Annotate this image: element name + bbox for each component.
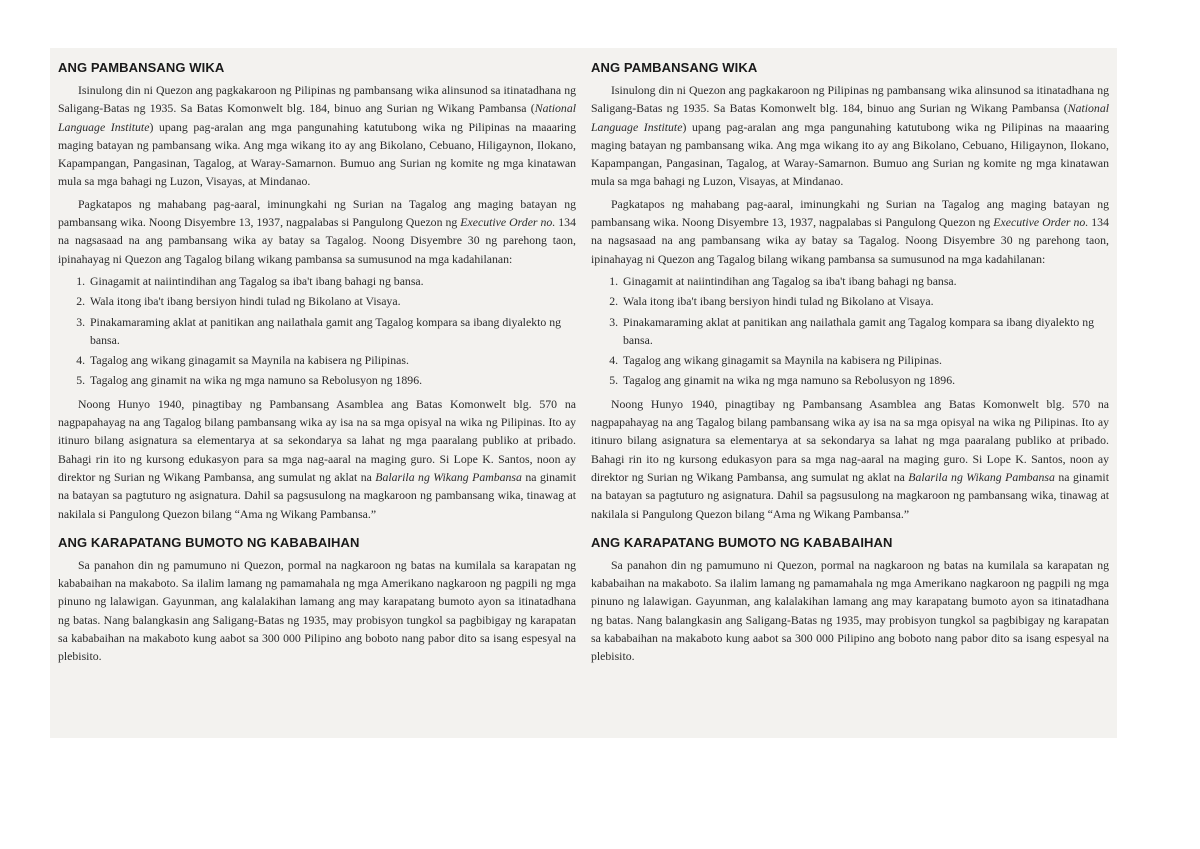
text-run: Noong Hunyo 1940, pinagtibay ng Pambansang Asamblea ang Batas Komonwelt blg. 570 na nagpapahayag na ang Tagalog bilang pambansang wika ay isa na sa mga opisyal na wika ng Pilipinas. Ito ay itinuro bilang asignatura sa elementarya at sa sekondarya sa lahat ng mga paaralang publiko at pribado. Bahagi rin ito ng kursong edukasyon para sa mga nag-aaral na maging guro. Si Lope K. Santos, noon ay direktor ng Surian ng Wikang Pambansa, ang sumulat ng aklat na [591,396,1109,484]
text-run: 134 na nagsasaad na ang pambansang wika ay batay sa Tagalog. Noong Disyembre 30 ng parehong taon, ipinahayag ni Quezon ang Tagalog bilang wikang pambansa sa sumusunod na mga kadahilanan: [58,215,576,266]
text-run: Pagkatapos ng mahabang pag-aaral, iminungkahi ng Surian na Tagalog ang maging batayan ng pambansang wika. Noong Disyembre 13, 1937, nagpalabas si Pangulong Quezon ng [591,196,1109,230]
list-item: 4. Tagalog ang wikang ginagamit sa Maynila na kabisera ng Pilipinas. [88,351,576,369]
section-heading-karapatan: ANG KARAPATANG BUMOTO NG KABABAIHAN [591,534,893,550]
paragraph-wika-1 [58,81,576,191]
paragraph-wika-2 [58,195,576,268]
text-run: 134 na nagsasaad na ang pambansang wika ay batay sa Tagalog. Noong Disyembre 30 ng parehong taon, ipinahayag ni Quezon ang Tagalog bilang wikang pambansa sa sumusunod na mga kadahilanan: [591,215,1109,266]
list-item: 3. Pinakamaraming aklat at panitikan ang nailathala gamit ang Tagalog kompara sa ibang diyalekto ng bansa. [88,313,576,350]
list-item: 5. Tagalog ang ginamit na wika ng mga namuno sa Rebolusyon ng 1896. [621,371,1109,389]
page-column-right [583,48,1117,738]
page-column-left [50,48,584,738]
list-item: 2. Wala itong iba't ibang bersiyon hindi tulad ng Bikolano at Visaya. [621,292,1109,310]
paragraph-wika-3 [591,395,1109,523]
text-run: ) upang pag-aralan ang mga pangunahing katutubong wika ng Pilipinas na maaaring maging batayan ng pambansang wika. Ang mga wikang ito ay ang Bikolano, Cebuano, Hiligaynon, Ilokano, Kapampangan, Pangasinan, Tagalog, at Waray-Samarnon. Bumuo ang Surian ng komite ng mga kinatawan mula sa mga bahagi ng Luzon, Visayas, at Mindanao. [591,119,1109,189]
list-item: 5. Tagalog ang ginamit na wika ng mga namuno sa Rebolusyon ng 1896. [88,371,576,389]
paragraph-karapatan-1: Sa panahon din ng pamumuno ni Quezon, pormal na nagkaroon ng batas na kumilala sa karapatan ng kababaihan na makaboto. Sa ilalim lamang ng pamamahala ng mga Amerikano nagkaroon ng pagpili ng mga pinuno ng lalawigan. Gayunman, ang kalalakihan lamang ang may karapatang bumoto ayon sa itinatadhana ng batas. Nang balangkasin ang Saligang-Batas ng 1935, may probisyon tungkol sa pagbibigay ng karapatan sa kababaihan na makaboto kung aabot sa 300 000 Pilipino ang boboto nang pabor dito sa isang espesyal na plebisito. [591,557,1109,664]
text-run: na ginamit na batayan sa pagtuturo ng asignatura. Dahil sa pagsusulong na magkaroon ng pambansang wika, tinawag at nakilala si Pangulong Quezon bilang “Ama ng Wikang Pambansa.” [58,469,576,521]
text-run: ) upang pag-aralan ang mga pangunahing katutubong wika ng Pilipinas na maaaring maging batayan ng pambansang wika. Ang mga wikang ito ay ang Bikolano, Cebuano, Hiligaynon, Ilokano, Kapampangan, Pangasinan, Tagalog, at Waray-Samarnon. Bumuo ang Surian ng komite ng mga kinatawan mula sa mga bahagi ng Luzon, Visayas, at Mindanao. [58,119,576,189]
paragraph-wika-1 [591,81,1109,191]
italic-term: National Language Institute [591,101,1109,134]
paragraph-wika-3 [58,395,576,523]
italic-term: National Language Institute [58,101,576,134]
list-item: 2. Wala itong iba't ibang bersiyon hindi tulad ng Bikolano at Visaya. [88,292,576,310]
paragraph-wika-2 [591,195,1109,268]
list-item: 1. Ginagamit at naiintindihan ang Tagalog sa iba't ibang bahagi ng bansa. [88,272,576,290]
reasons-list [58,272,576,390]
italic-term: Balarila ng Wikang Pambansa [908,469,1055,484]
text-run: Isinulong din ni Quezon ang pagkakaroon ng Pilipinas ng pambansang wika alinsunod sa itinatadhana ng Saligang-Batas ng 1935. Sa Batas Komonwelt blg. 184, binuo ang Surian ng Wikang Pambansa ( [591,83,1109,116]
section-heading-wika: ANG PAMBANSANG WIKA [591,60,758,75]
text-run: Isinulong din ni Quezon ang pagkakaroon ng Pilipinas ng pambansang wika alinsunod sa itinatadhana ng Saligang-Batas ng 1935. Sa Batas Komonwelt blg. 184, binuo ang Surian ng Wikang Pambansa ( [58,83,576,116]
italic-term: Balarila ng Wikang Pambansa [375,469,522,484]
text-run: Pagkatapos ng mahabang pag-aaral, iminungkahi ng Surian na Tagalog ang maging batayan ng pambansang wika. Noong Disyembre 13, 1937, nagpalabas si Pangulong Quezon ng [58,196,576,230]
italic-term: Executive Order no. [460,215,556,230]
paragraph-karapatan-1: Sa panahon din ng pamumuno ni Quezon, pormal na nagkaroon ng batas na kumilala sa karapatan ng kababaihan na makaboto. Sa ilalim lamang ng pamamahala ng mga Amerikano nagkaroon ng pagpili ng mga pinuno ng lalawigan. Gayunman, ang kalalakihan lamang ang may karapatang bumoto ayon sa itinatadhana ng batas. Nang balangkasin ang Saligang-Batas ng 1935, may probisyon tungkol sa pagbibigay ng karapatan sa kababaihan na makaboto kung aabot sa 300 000 Pilipino ang boboto nang pabor dito sa isang espesyal na plebisito. [58,557,576,664]
section-heading-wika: ANG PAMBANSANG WIKA [58,60,225,75]
italic-term: Executive Order no. [993,215,1089,230]
list-item: 1. Ginagamit at naiintindihan ang Tagalog sa iba't ibang bahagi ng bansa. [621,272,1109,290]
list-item: 3. Pinakamaraming aklat at panitikan ang nailathala gamit ang Tagalog kompara sa ibang diyalekto ng bansa. [621,313,1109,350]
list-item: 4. Tagalog ang wikang ginagamit sa Maynila na kabisera ng Pilipinas. [621,351,1109,369]
text-run: na ginamit na batayan sa pagtuturo ng asignatura. Dahil sa pagsusulong na magkaroon ng pambansang wika, tinawag at nakilala si Pangulong Quezon bilang “Ama ng Wikang Pambansa.” [591,469,1109,521]
reasons-list [591,272,1109,390]
section-heading-karapatan: ANG KARAPATANG BUMOTO NG KABABAIHAN [58,534,360,550]
text-run: Noong Hunyo 1940, pinagtibay ng Pambansang Asamblea ang Batas Komonwelt blg. 570 na nagpapahayag na ang Tagalog bilang pambansang wika ay isa na sa mga opisyal na wika ng Pilipinas. Ito ay itinuro bilang asignatura sa elementarya at sa sekondarya sa lahat ng mga paaralang publiko at pribado. Bahagi rin ito ng kursong edukasyon para sa mga nag-aaral na maging guro. Si Lope K. Santos, noon ay direktor ng Surian ng Wikang Pambansa, ang sumulat ng aklat na [58,396,576,484]
